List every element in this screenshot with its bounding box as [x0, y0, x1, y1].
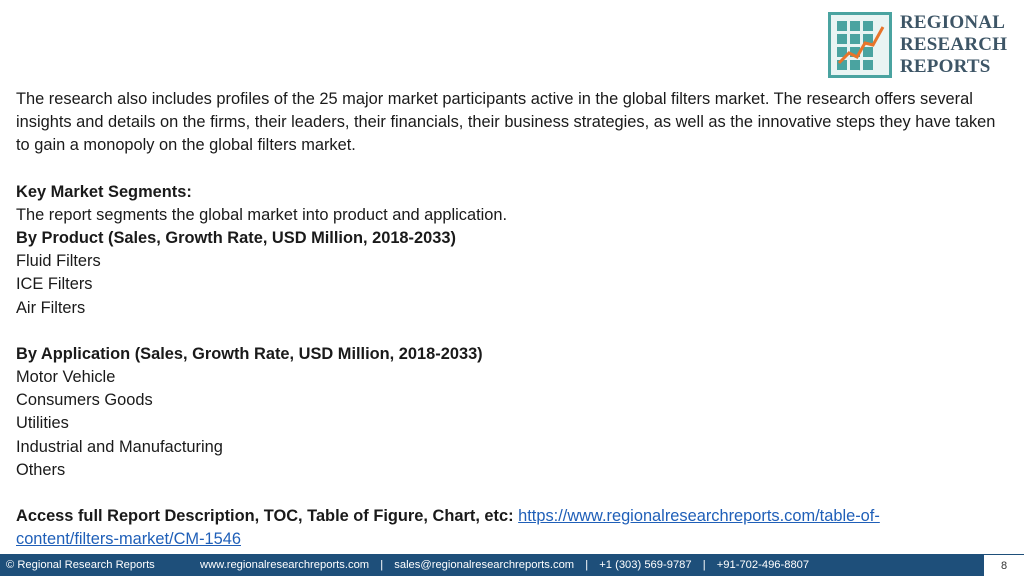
list-item: Fluid Filters	[16, 252, 101, 271]
access-label: Access full Report Description, TOC, Table of Figure, Chart, etc:	[16, 507, 514, 526]
by-application-heading: By Application (Sales, Growth Rate, USD Million, 2018-2033)	[16, 344, 483, 363]
logo-line-3: REPORTS	[900, 56, 991, 77]
footer-phone-us: +1 (303) 569-9787	[599, 559, 692, 571]
chart-grid-icon	[828, 12, 892, 78]
footer-bar	[0, 554, 1024, 576]
segments-description: The report segments the global market into product and application.	[16, 205, 508, 224]
list-item: Motor Vehicle	[16, 368, 116, 387]
footer-phone-in: +91-702-496-8807	[716, 559, 810, 571]
footer-copyright: © Regional Research Reports	[6, 559, 155, 571]
list-item: Utilities	[16, 414, 69, 433]
page-number: 8	[984, 554, 1024, 576]
footer-separator: |	[380, 559, 384, 571]
by-product-heading: By Product (Sales, Growth Rate, USD Million, 2018-2033)	[16, 229, 456, 248]
list-item: Air Filters	[16, 298, 86, 317]
report-link-part-1[interactable]: https://www.regionalresearchreports.com/table-of-	[518, 507, 880, 526]
access-line	[16, 505, 1008, 551]
logo-line-1: REGIONAL	[900, 12, 1006, 33]
slide-content	[16, 88, 1008, 551]
report-link-part-2[interactable]: content/filters-market/CM-1546	[16, 530, 241, 549]
list-item: Industrial and Manufacturing	[16, 437, 223, 456]
list-item: Consumers Goods	[16, 391, 153, 410]
logo-wordmark	[900, 12, 1007, 78]
brand-logo	[828, 12, 1018, 84]
intro-paragraph: The research also includes profiles of the 25 major market participants active in the global filters market. The research offers several insights and details on the firms, their leaders, their financials, their business strategies, as well as the innovative steps they have taken to gain a monopoly on the global filters market.	[16, 90, 996, 155]
footer-contacts	[200, 559, 809, 571]
segments-heading: Key Market Segments:	[16, 182, 192, 201]
logo-line-2: RESEARCH	[900, 34, 1008, 55]
footer-separator: |	[585, 559, 589, 571]
list-item: Others	[16, 460, 66, 479]
footer-website[interactable]: www.regionalresearchreports.com	[200, 559, 370, 571]
footer-separator: |	[702, 559, 706, 571]
list-item: ICE Filters	[16, 275, 93, 294]
footer-email[interactable]: sales@regionalresearchreports.com	[394, 559, 575, 571]
